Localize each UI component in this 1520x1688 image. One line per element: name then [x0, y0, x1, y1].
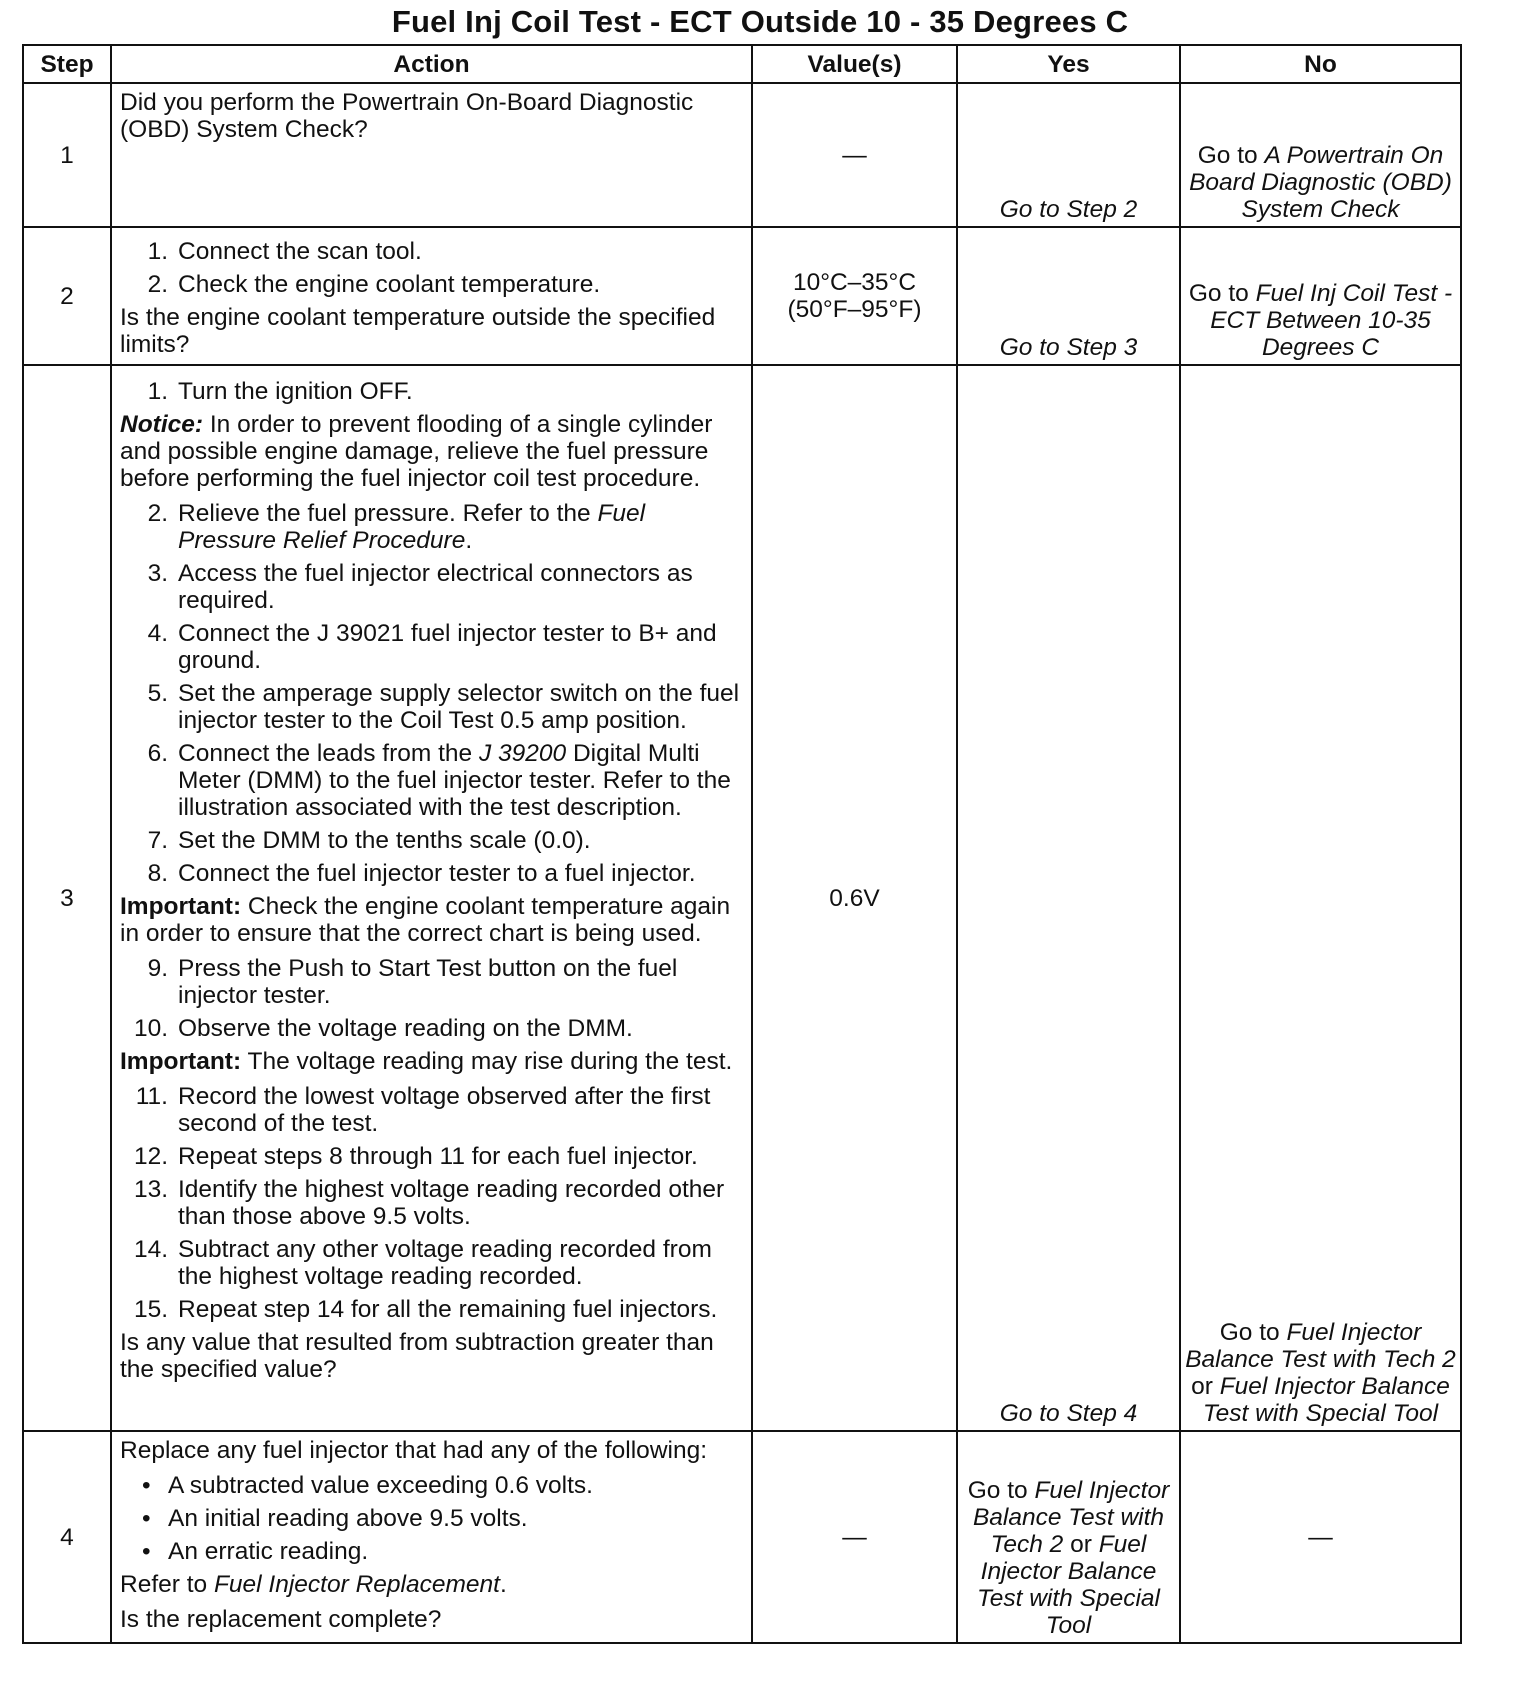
action-steps — [120, 378, 743, 405]
list-item — [120, 560, 743, 614]
item-number: 3. — [147, 560, 168, 587]
item-number: 2. — [147, 271, 168, 298]
header-values: Value(s) — [752, 45, 957, 83]
action-question: Is the replacement complete? — [120, 1606, 442, 1633]
list-item — [120, 271, 743, 298]
notice-text: In order to prevent flooding of a single cylinder and possible engine damage, relieve the fuel pressure before performing the fuel injector coil test procedure. — [120, 411, 713, 492]
list-item — [120, 1296, 743, 1323]
step-number: 1 — [23, 83, 111, 227]
list-item — [120, 1176, 743, 1230]
item-text: An erratic reading. — [168, 1538, 369, 1565]
yes-link[interactable]: Fuel Injector Balance Test with Tech 2 — [972, 1477, 1170, 1558]
action-cell — [111, 1431, 752, 1643]
item-text: Subtract any other voltage reading recorded from the highest voltage reading recorded. — [178, 1236, 712, 1290]
list-item — [120, 620, 743, 674]
list-item — [120, 740, 743, 821]
important-label: Important: — [120, 893, 242, 920]
notice-label: Notice: — [120, 411, 204, 438]
item-number: 13. — [133, 1176, 168, 1203]
no-prefix: Go to — [1219, 1319, 1287, 1346]
item-number: 15. — [133, 1296, 168, 1323]
bullet-icon: • — [142, 1505, 151, 1532]
notice-paragraph — [120, 411, 743, 492]
item-number: 6. — [147, 740, 168, 767]
action-cell — [111, 227, 752, 365]
action-steps — [120, 1083, 743, 1323]
page-title: Fuel Inj Coil Test - ECT Outside 10 - 35 Degrees C — [391, 4, 1129, 39]
important-paragraph — [120, 1048, 743, 1075]
step-number: 2 — [23, 227, 111, 365]
list-item — [120, 1015, 743, 1042]
refer-prefix: Refer to — [120, 1571, 214, 1598]
header-no: No — [1180, 45, 1461, 83]
yes-cell — [957, 365, 1180, 1431]
action-intro: Replace any fuel injector that had any of the following: — [120, 1437, 708, 1464]
item-text: Connect the scan tool. — [178, 238, 422, 265]
table-row — [23, 1431, 1461, 1643]
refer-tail: . — [499, 1571, 507, 1598]
action-steps — [120, 238, 743, 298]
action-cell — [111, 83, 752, 227]
list-item — [120, 860, 743, 887]
action-question: Did you perform the Powertrain On-Board Diagnostic (OBD) System Check? — [120, 89, 694, 143]
item-number: 1. — [147, 238, 168, 265]
item-number: 7. — [147, 827, 168, 854]
item-text: A subtracted value exceeding 0.6 volts. — [168, 1472, 593, 1499]
header-action: Action — [111, 45, 752, 83]
item-text: Record the lowest voltage observed after the first second of the test. — [178, 1083, 711, 1137]
refer-link[interactable]: Fuel Injector Replacement — [213, 1571, 500, 1598]
value-cell: — — [752, 83, 957, 227]
yes-link[interactable]: Go to Step 3 — [999, 334, 1138, 361]
item-text: Check the engine coolant temperature. — [178, 271, 601, 298]
yes-link[interactable]: Fuel Injector Balance Test with Special Tool — [977, 1531, 1160, 1639]
no-connector: or — [1191, 1373, 1220, 1400]
list-item — [120, 827, 743, 854]
item-text: Turn the ignition OFF. — [178, 378, 413, 405]
table-row — [23, 227, 1461, 365]
table-row — [23, 365, 1461, 1431]
list-item — [120, 955, 743, 1009]
value-cell: — — [752, 1431, 957, 1643]
item-number: 4. — [147, 620, 168, 647]
bullet-icon: • — [142, 1472, 151, 1499]
action-steps — [120, 955, 743, 1042]
list-item — [120, 680, 743, 734]
list-item — [120, 1236, 743, 1290]
value-cell — [752, 227, 957, 365]
header-step: Step — [23, 45, 111, 83]
item-text: Relieve the fuel pressure. Refer to the — [178, 500, 598, 527]
bullet-list — [120, 1472, 743, 1565]
item-text: Set the amperage supply selector switch on the fuel injector tester to the Coil Test 0.5 amp position. — [178, 680, 740, 734]
item-text: Connect the leads from the — [178, 740, 479, 767]
important-label: Important: — [120, 1048, 242, 1075]
item-number: 14. — [133, 1236, 168, 1263]
item-number: 11. — [135, 1083, 168, 1110]
diagnostic-table — [22, 44, 1462, 1644]
yes-cell — [957, 83, 1180, 227]
item-text: Connect the fuel injector tester to a fuel injector. — [178, 860, 696, 887]
item-reference: J 39200 — [478, 740, 567, 767]
yes-link[interactable]: Go to Step 4 — [999, 1400, 1138, 1427]
no-link[interactable]: Fuel Inj Coil Test - ECT Between 10-35 Degrees C — [1210, 280, 1453, 361]
list-item — [120, 1143, 743, 1170]
no-link[interactable]: Fuel Injector Balance Test with Special Tool — [1202, 1373, 1450, 1427]
item-text: Connect the J 39021 fuel injector tester to B+ and ground. — [178, 620, 717, 674]
item-number: 8. — [147, 860, 168, 887]
list-item — [120, 1472, 743, 1499]
list-item — [120, 1538, 743, 1565]
list-item — [120, 1505, 743, 1532]
header-yes: Yes — [957, 45, 1180, 83]
important-text: Check the engine coolant temperature again in order to ensure that the correct chart is being used. — [120, 893, 731, 947]
table-header-row — [23, 45, 1461, 83]
list-item — [120, 500, 743, 554]
bullet-icon: • — [142, 1538, 151, 1565]
item-number: 5. — [147, 680, 168, 707]
item-text: Identify the highest voltage reading recorded other than those above 9.5 volts. — [178, 1176, 725, 1230]
item-reference[interactable]: Fuel Pressure Relief Procedure — [178, 500, 646, 554]
item-text: An initial reading above 9.5 volts. — [168, 1505, 528, 1532]
no-cell — [1180, 83, 1461, 227]
item-number: 1. — [147, 378, 168, 405]
item-text: Access the fuel injector electrical connectors as required. — [178, 560, 693, 614]
step-number: 4 — [23, 1431, 111, 1643]
no-link[interactable]: A Powertrain On Board Diagnostic (OBD) System Check — [1189, 142, 1452, 223]
item-tail: Digital Multi Meter (DMM) to the fuel injector tester. Refer to the illustration associated with the test description. — [178, 740, 731, 821]
item-number: 9. — [147, 955, 168, 982]
item-number: 10. — [133, 1015, 168, 1042]
refer-paragraph — [120, 1571, 743, 1598]
list-item — [120, 1083, 743, 1137]
action-question: Is any value that resulted from subtraction greater than the specified value? — [120, 1329, 714, 1383]
no-prefix: Go to — [1188, 280, 1256, 307]
list-item — [120, 238, 743, 265]
action-question: Is the engine coolant temperature outside the specified limits? — [120, 304, 716, 358]
list-item — [120, 378, 743, 405]
item-number: 2. — [147, 500, 168, 527]
no-cell: — — [1180, 1431, 1461, 1643]
table-row — [23, 83, 1461, 227]
item-text: Observe the voltage reading on the DMM. — [178, 1015, 633, 1042]
important-paragraph — [120, 893, 743, 947]
item-text: Press the Push to Start Test button on the fuel injector tester. — [178, 955, 678, 1009]
yes-cell — [957, 227, 1180, 365]
no-prefix: Go to — [1197, 142, 1265, 169]
step-number: 3 — [23, 365, 111, 1431]
item-number: 12. — [133, 1143, 168, 1170]
action-cell — [111, 365, 752, 1431]
value-fahrenheit: (50°F–95°F) — [787, 296, 922, 323]
no-cell — [1180, 227, 1461, 365]
no-link[interactable]: Fuel Injector Balance Test with Tech 2 — [1185, 1319, 1456, 1373]
yes-connector: or — [1063, 1531, 1099, 1558]
action-steps — [120, 500, 743, 887]
yes-link[interactable]: Go to Step 2 — [999, 196, 1138, 223]
item-text: Repeat step 14 for all the remaining fuel injectors. — [178, 1296, 718, 1323]
yes-prefix: Go to — [967, 1477, 1035, 1504]
value-cell: 0.6V — [752, 365, 957, 1431]
yes-cell — [957, 1431, 1180, 1643]
item-tail: . — [465, 527, 473, 554]
important-text: The voltage reading may rise during the test. — [241, 1048, 733, 1075]
item-text: Repeat steps 8 through 11 for each fuel injector. — [178, 1143, 698, 1170]
item-text: Set the DMM to the tenths scale (0.0). — [178, 827, 591, 854]
no-cell — [1180, 365, 1461, 1431]
value-celsius: 10°C–35°C — [792, 269, 917, 296]
